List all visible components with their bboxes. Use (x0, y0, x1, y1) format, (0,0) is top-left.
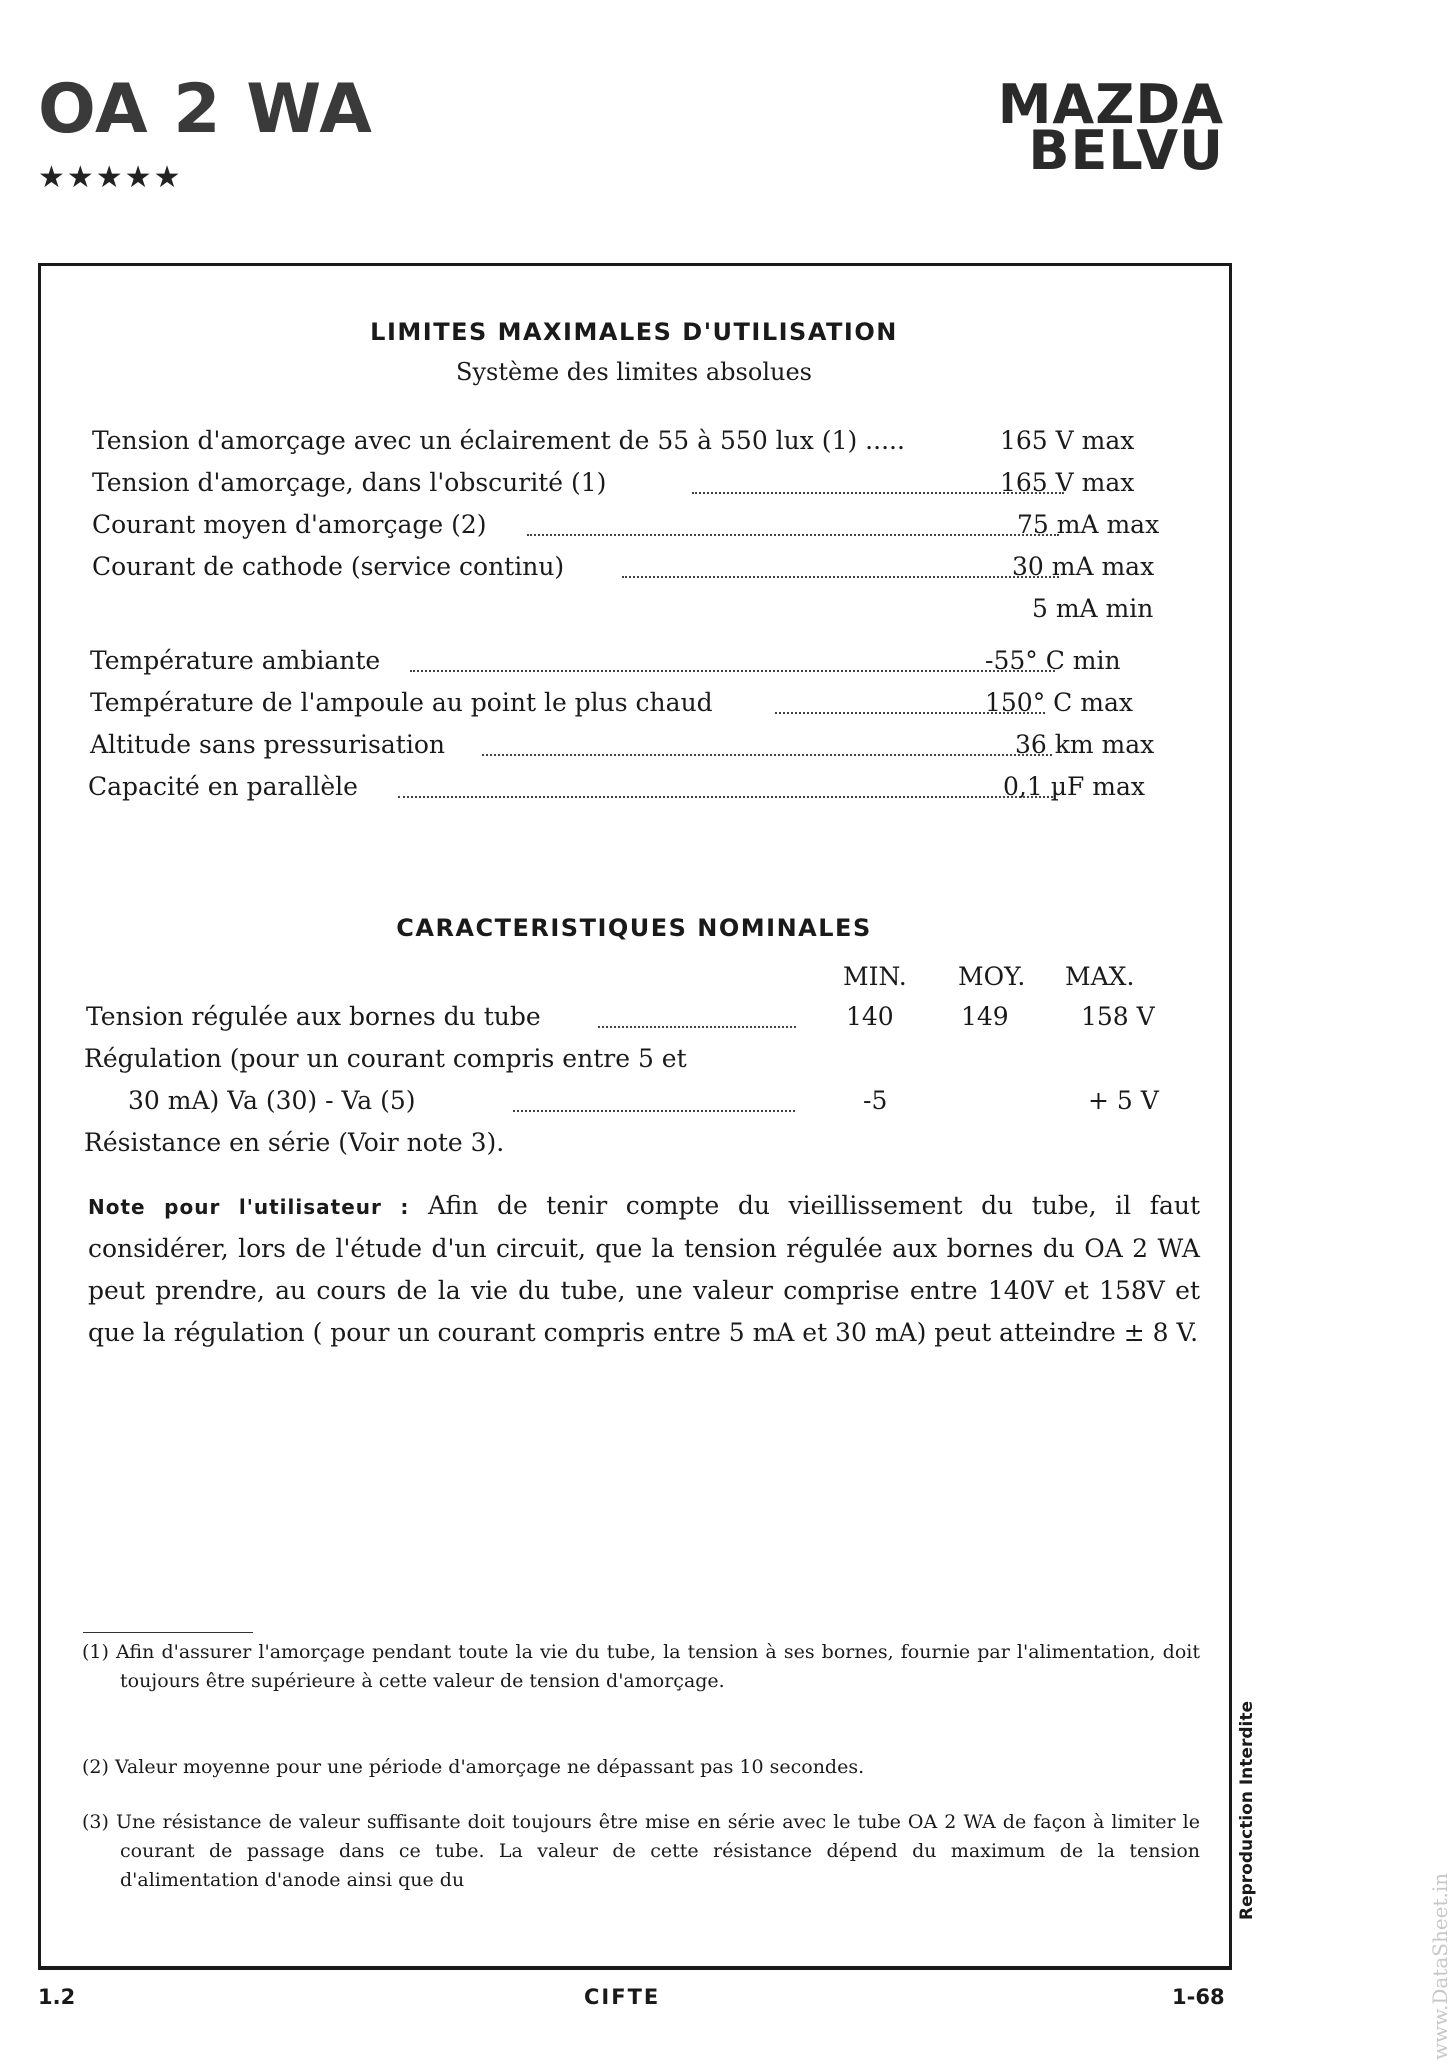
nominal-label: Tension régulée aux bornes du tube (86, 1002, 541, 1031)
leader-dots (482, 754, 1052, 756)
note-title: Note pour l'utilisateur : (88, 1195, 410, 1219)
limit-label: Capacité en parallèle (88, 772, 358, 801)
note-text: Afin de tenir compte du vieillissement du tube, il faut considérer, lors de l'étude d'un circuit, que la tension régulée aux bornes du OA 2 WA peut prendre, au cours de la vie du tube, une valeur comprise entre 140V et 158V et que la régulation ( pour un courant compris entre 5 mA et 30 mA) peut atteindre ± 8 V. (88, 1191, 1201, 1347)
limit-value: 165 V max (1000, 468, 1135, 497)
limit-label: Tension d'amorçage avec un éclairement de 55 à 550 lux (1) ..... (92, 426, 905, 455)
leader-dots (513, 1110, 795, 1112)
nominal-heading: CARACTERISTIQUES NOMINALES (396, 914, 872, 942)
user-note (88, 1185, 1200, 1354)
col-max-header: MAX. (1065, 962, 1135, 991)
limits-heading: LIMITES MAXIMALES D'UTILISATION (370, 318, 898, 346)
watermark: www.DataSheet.in (1428, 1872, 1452, 2060)
rating-stars: ★★★★★ (38, 160, 183, 195)
brand-line-2: BELVU (1028, 119, 1224, 182)
limit-row (90, 646, 1190, 680)
leader-dots (527, 534, 1059, 536)
nominal-label: Résistance en série (Voir note 3). (84, 1128, 505, 1157)
limits-subheading: Système des limites absolues (456, 358, 812, 386)
limit-row (90, 730, 1190, 764)
limit-value: -55° C min (985, 646, 1121, 675)
nominal-moy: 149 (961, 1002, 1009, 1031)
limit-row (92, 594, 1192, 628)
limit-label: Courant de cathode (service continu) (92, 552, 565, 581)
limit-value: 36 km max (1015, 730, 1155, 759)
limit-value: 5 mA min (1032, 594, 1154, 623)
limit-label: Tension d'amorçage, dans l'obscurité (1) (92, 468, 607, 497)
limit-value: 150° C max (985, 688, 1133, 717)
limit-label: Température ambiante (90, 646, 381, 675)
nominal-row (84, 1044, 1184, 1078)
leader-dots (622, 576, 1059, 578)
nominal-max: 158 V (1081, 1002, 1155, 1031)
footnote-rule (83, 1632, 253, 1633)
nominal-max: + 5 V (1088, 1086, 1159, 1115)
limit-row (92, 468, 1192, 502)
limit-value: 165 V max (1000, 426, 1135, 455)
nominal-row (84, 1128, 1184, 1162)
nominal-min: 140 (846, 1002, 894, 1031)
nominal-min: -5 (863, 1086, 888, 1115)
nominal-row (128, 1086, 1228, 1120)
leader-dots (398, 796, 1053, 798)
limit-label: Altitude sans pressurisation (90, 730, 445, 759)
limit-value: 0,1 µF max (1003, 772, 1145, 801)
footnote-3: (3) Une résistance de valeur suffisante doit toujours être mise en série avec le tube OA 2 WA de façon à limiter le courant de passage dans ce tube. La valeur de cette résistance dépend du maximum de la tension d'alimentation d'anode ainsi que du (82, 1811, 1200, 1891)
reproduction-notice: Reproduction Interdite (1237, 1701, 1257, 1920)
limit-row (92, 510, 1192, 544)
limits-section (40, 318, 1228, 386)
leader-dots (410, 670, 1055, 672)
limit-row (92, 426, 1192, 460)
limit-value: 30 mA max (1012, 552, 1155, 581)
leader-dots (598, 1026, 796, 1028)
nominal-row (86, 1002, 1186, 1036)
footnote-1: (1) Afin d'assurer l'amorçage pendant toute la vie du tube, la tension à ses bornes, fournie par l'alimentation, doit toujours être supérieure à cette valeur de tension d'amorçage. (82, 1641, 1200, 1692)
footnote-2: (2) Valeur moyenne pour une période d'amorçage ne dépassant pas 10 secondes. (82, 1756, 865, 1778)
footer-publisher: CIFTE (584, 1985, 661, 2009)
footer-page-ref: 1.2 (38, 1985, 76, 2009)
nominal-label: 30 mA) Va (30) - Va (5) (128, 1086, 416, 1115)
limit-row (90, 688, 1190, 722)
nominal-column-headers (88, 962, 1188, 996)
brand-line-1: MAZDA (997, 73, 1224, 136)
nominal-label: Régulation (pour un courant compris entre 5 et (84, 1044, 687, 1073)
col-min-header: MIN. (843, 962, 907, 991)
limit-value: 75 mA max (1017, 510, 1160, 539)
limit-label: Température de l'ampoule au point le plus chaud (90, 688, 713, 717)
limit-row (92, 552, 1192, 586)
brand-logo (997, 73, 1224, 182)
col-moy-header: MOY. (958, 962, 1026, 991)
tube-title: OA 2 WA (38, 70, 373, 149)
limit-row (88, 772, 1188, 806)
limit-label: Courant moyen d'amorçage (2) (92, 510, 487, 539)
nominal-section (40, 914, 1228, 942)
footer-date: 1-68 (1172, 1985, 1225, 2009)
